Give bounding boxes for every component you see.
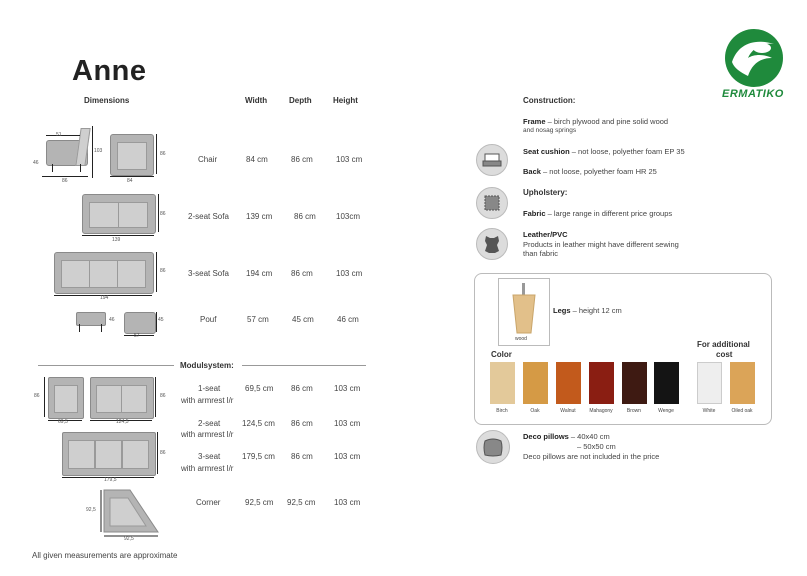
legs-line (553, 306, 622, 315)
modul-item-sub: with armrest l/r (181, 430, 234, 439)
modul-dim-w1: 69,5 (58, 419, 68, 425)
frame-line (523, 117, 668, 126)
modul-dim-h2: 86 (160, 393, 166, 399)
deco-note: Deco pillows are not included in the price (523, 452, 660, 461)
leather-text2: than fabric (523, 249, 559, 258)
swatch-fill (523, 362, 548, 404)
swatch-fill (654, 362, 679, 404)
color-swatch[interactable] (523, 362, 548, 404)
color-swatch[interactable] (654, 362, 679, 404)
color-swatch[interactable] (622, 362, 647, 404)
sofa-2-seat-drawing (80, 192, 160, 240)
construction-title: Construction: (523, 96, 576, 105)
legs-text: – height 12 cm (570, 306, 622, 315)
swatch-fill (589, 362, 614, 404)
modul-item-depth: 86 cm (291, 419, 313, 428)
header-depth: Depth (289, 96, 312, 105)
product-width: 84 cm (246, 155, 268, 164)
product-height: 103 cm (336, 155, 363, 164)
chair-front-drawing (108, 132, 156, 182)
modul-item-height: 103 cm (334, 452, 361, 461)
product-name: 3-seat Sofa (188, 269, 229, 278)
deco-line (523, 432, 610, 441)
modul-item-width: 124,5 cm (242, 419, 275, 428)
leg-caption: wood (515, 336, 527, 342)
swatch-fill (622, 362, 647, 404)
modul-item-width: 69,5 cm (245, 384, 274, 393)
fabric-icon (476, 187, 508, 219)
chair-side-drawing (40, 126, 92, 182)
legs-label: Legs (553, 306, 571, 315)
back-label: Back (523, 167, 541, 176)
swatch-label: Brown (626, 408, 642, 414)
modul-item-height: 103 cm (334, 498, 361, 507)
additional-cost-title-1: For additional (697, 340, 750, 349)
deco-pillow-icon (476, 430, 510, 464)
pouf-dim-h: 46 (109, 317, 115, 323)
chair-side-dim-w: 51 (56, 132, 62, 138)
swatch-label: Oak (530, 408, 540, 414)
product-height: 103cm (336, 212, 361, 221)
modul-item-name: 1-seat (198, 384, 221, 393)
product-name: Pouf (200, 315, 217, 324)
seat-text: – not loose, polyether foam EP 35 (569, 147, 685, 156)
chair-side-dim-height: 103 (94, 148, 103, 154)
product-height: 46 cm (337, 315, 359, 324)
modul-item-name: Corner (196, 498, 221, 507)
modul-item-sub: with armrest l/r (181, 464, 234, 473)
fabric-text: – large range in different price groups (545, 209, 673, 218)
swatch-label: Walnut (560, 408, 576, 414)
deco-label: Deco pillows (523, 432, 569, 441)
upholstery-title: Upholstery: (523, 188, 568, 197)
swatch-fill (730, 362, 755, 404)
fabric-line (523, 209, 672, 218)
divider-right (242, 365, 366, 366)
product-name: Chair (198, 155, 218, 164)
pouf-top-drawing (122, 310, 158, 340)
color-swatch[interactable] (730, 362, 755, 404)
modul-dim-w2: 124,5 (116, 419, 129, 425)
sofa-3-seat-drawing (52, 250, 160, 300)
sofa3-dim-w: 194 (100, 295, 109, 301)
modul-item-sub: with armrest l/r (181, 396, 234, 405)
product-width: 139 cm (246, 212, 273, 221)
swatch-label: Wenge (658, 408, 674, 414)
leg-image-frame (498, 278, 550, 346)
back-line (523, 167, 657, 176)
color-swatch-list (478, 362, 768, 422)
product-depth: 86 cm (294, 212, 316, 221)
back-text: – not loose, polyether foam HR 25 (540, 167, 657, 176)
pouf-dim-w: 57 (134, 333, 140, 339)
header-dimensions: Dimensions (84, 96, 130, 105)
color-swatch[interactable] (490, 362, 515, 404)
modul-dim-wc: 92,5 (124, 536, 134, 542)
modul-item-width: 92,5 cm (245, 498, 274, 507)
modul-dim-w3: 179,5 (104, 477, 117, 483)
color-swatch[interactable] (589, 362, 614, 404)
swatch-fill (490, 362, 515, 404)
swatch-label: Birch (496, 408, 508, 414)
product-width: 194 cm (246, 269, 273, 278)
chair-side-dim-d: 86 (62, 178, 68, 184)
modul-item-name: 2-seat (198, 419, 221, 428)
pouf-side-drawing (74, 310, 110, 338)
product-depth: 86 cm (291, 155, 313, 164)
modul-1-seat-drawing (44, 375, 84, 423)
swatch-label: Mahagony (589, 408, 613, 414)
modul-item-depth: 92,5 cm (287, 498, 316, 507)
sofa2-dim-h: 86 (160, 211, 166, 217)
seat-cushion-icon (476, 144, 508, 176)
leather-label: Leather/PVC (523, 230, 568, 239)
color-title: Color (491, 350, 512, 359)
footnote: All given measurements are approximate (32, 551, 178, 560)
header-height: Height (333, 96, 358, 105)
modul-item-width: 179,5 cm (242, 452, 275, 461)
sofa2-dim-w: 139 (112, 237, 121, 243)
modul-3-seat-drawing (60, 430, 160, 482)
product-width: 57 cm (247, 315, 269, 324)
frame-label: Frame (523, 117, 546, 126)
modul-2-seat-drawing (88, 375, 160, 423)
fabric-label: Fabric (523, 209, 546, 218)
modul-item-depth: 86 cm (291, 452, 313, 461)
modul-corner-drawing (100, 488, 162, 540)
brand-name: ERMATIKO (722, 88, 784, 100)
frame-text: – birch plywood and pine solid wood (545, 117, 669, 126)
leather-icon (476, 228, 508, 260)
page-title: Anne (72, 55, 147, 87)
chair-front-dim-w: 84 (127, 178, 133, 184)
product-depth: 86 cm (291, 269, 313, 278)
color-swatch[interactable] (556, 362, 581, 404)
modul-dim-h3: 86 (160, 450, 166, 456)
deco-size1: – 40x40 cm (568, 432, 610, 441)
modulsystem-title: Modulsystem: (180, 361, 234, 370)
deco-size2: – 50x50 cm (577, 442, 616, 451)
chair-side-dim-h: 46 (33, 160, 39, 166)
product-height: 103 cm (336, 269, 363, 278)
modul-dim-hc: 92,5 (86, 507, 96, 513)
pouf-dim-h2: 45 (158, 317, 164, 323)
additional-cost-title-2: cost (716, 350, 733, 359)
sofa3-dim-h: 86 (160, 268, 166, 274)
swatch-fill (697, 362, 722, 404)
modul-dim-h1: 86 (34, 393, 40, 399)
swatch-fill (556, 362, 581, 404)
brand-logo (722, 28, 786, 104)
modul-item-depth: 86 cm (291, 384, 313, 393)
product-name: 2-seat Sofa (188, 212, 229, 221)
seat-label: Seat cushion (523, 147, 570, 156)
divider-left (38, 365, 174, 366)
ermatiko-logo-icon (724, 28, 784, 88)
swatch-label: Oiled oak (731, 408, 753, 414)
modul-item-name: 3-seat (198, 452, 221, 461)
header-width: Width (245, 96, 268, 105)
leather-text1: Products in leather might have different sewing (523, 240, 679, 249)
modul-item-height: 103 cm (334, 384, 361, 393)
product-depth: 45 cm (292, 315, 314, 324)
modul-item-height: 103 cm (334, 419, 361, 428)
swatch-label: White (702, 408, 716, 414)
seat-line (523, 147, 685, 156)
color-swatch[interactable] (697, 362, 722, 404)
frame-text2: and nosag springs (523, 127, 577, 134)
chair-front-dim-h: 86 (160, 151, 166, 157)
